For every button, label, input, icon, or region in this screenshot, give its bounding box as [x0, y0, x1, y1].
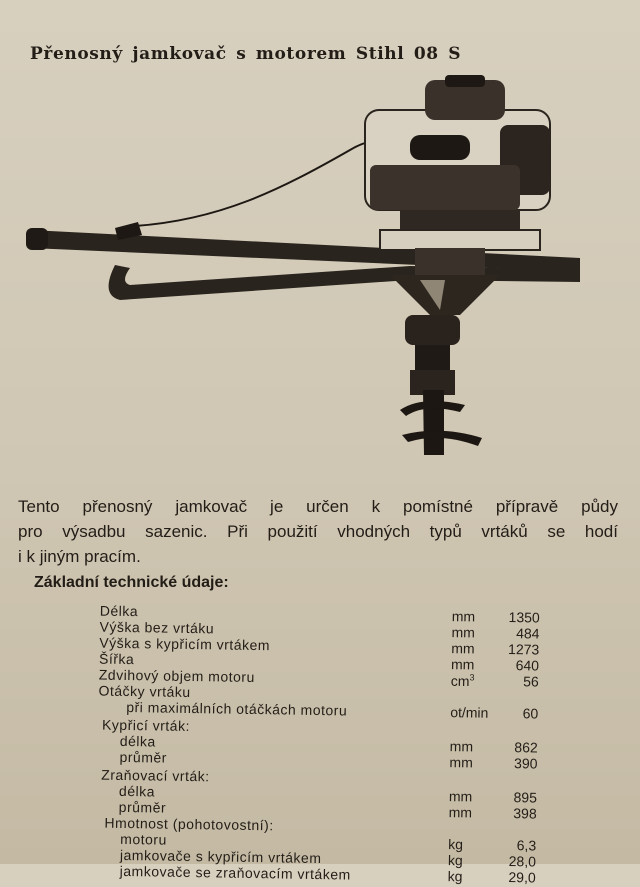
spec-label: délka	[119, 732, 156, 750]
handle-grip	[26, 228, 48, 250]
spec-label: motoru	[120, 830, 167, 848]
spec-unit: mm	[448, 788, 473, 805]
spec-value: 56	[523, 673, 539, 690]
spec-table	[0, 599, 640, 886]
spec-unit: mm	[448, 804, 473, 821]
spec-label: Hmotnost (pohotovostní):	[104, 814, 274, 834]
spec-label: Výška bez vrtáku	[99, 618, 215, 637]
spec-unit: mm	[451, 640, 475, 657]
spec-label: Zdvihový objem motoru	[98, 666, 255, 686]
spec-unit: $cm^3$	[450, 672, 475, 690]
spec-unit: mm	[449, 754, 473, 771]
spec-value: 6,3	[516, 837, 537, 854]
spec-label: Otáčky vrtáku	[98, 682, 191, 701]
spec-value: 640	[515, 657, 540, 674]
spec-label: Zraňovací vrták:	[101, 766, 210, 785]
spec-label: jamkovače s kypřicím vrtákem	[119, 846, 322, 867]
earth-auger-illustration	[20, 70, 595, 465]
spec-value: 862	[514, 739, 538, 756]
spec-label: Délka	[99, 602, 139, 620]
spec-label: Šířka	[98, 650, 135, 668]
paragraph-line: i k jiným pracím.	[18, 547, 141, 566]
spec-unit: mm	[449, 738, 474, 755]
spec-label: Výška s kypřicím vrtákem	[99, 634, 271, 654]
spec-value: 398	[513, 805, 537, 822]
section-heading: Základní technické údaje:	[34, 574, 229, 591]
spec-label: průměr	[118, 798, 167, 816]
spec-unit: kg	[447, 868, 463, 885]
spec-value: 390	[514, 755, 538, 772]
spec-value: 484	[516, 625, 540, 642]
spec-unit: mm	[451, 608, 476, 625]
spec-value: 29,0	[508, 869, 536, 886]
paragraph-line: pro výsadbu sazenic. Při použití vhodných typů vrtáků se hodí	[18, 522, 618, 541]
spec-label: jamkovače se zraňovacím vrtákem	[119, 862, 351, 883]
paragraph-line: Tento přenosný jamkovač je určen k pomístné přípravě půdy	[18, 497, 618, 516]
spec-value: 1273	[507, 640, 540, 658]
page-title: Přenosný jamkovač s motorem Stihl 08 S	[30, 44, 462, 64]
spec-value: 60	[522, 705, 539, 722]
spec-label: délka	[118, 782, 156, 800]
spec-value: 1350	[508, 608, 540, 626]
spec-label: při maximálních otáčkách motoru	[126, 698, 348, 719]
spec-unit: mm	[450, 656, 475, 673]
spec-unit: ot/min	[450, 704, 489, 721]
spec-label: Kypřicí vrták:	[101, 716, 191, 734]
spec-value: 28,0	[508, 853, 537, 870]
spec-unit: kg	[447, 852, 463, 869]
spec-value: 895	[513, 789, 538, 806]
description-paragraph	[18, 494, 618, 569]
spec-unit: mm	[451, 624, 475, 641]
spec-label: průměr	[119, 748, 168, 766]
spec-unit: kg	[448, 836, 464, 853]
